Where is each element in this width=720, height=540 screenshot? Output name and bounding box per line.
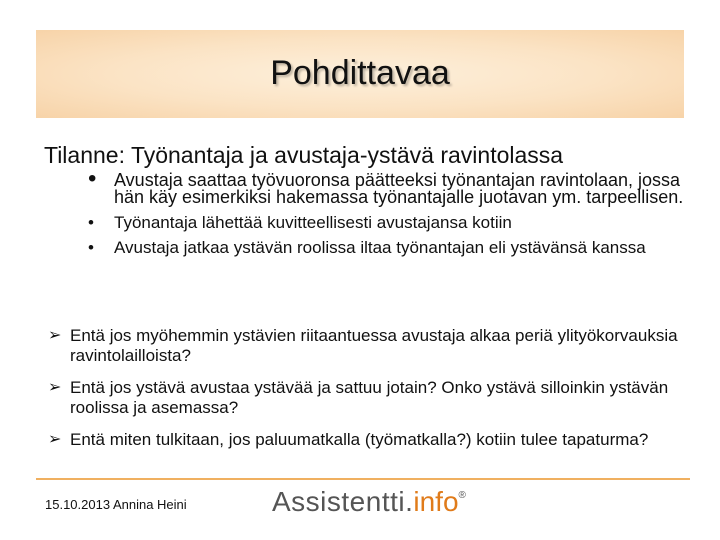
bullet-text: Avustaja saattaa työvuoronsa päätteeksi työnantajan ravintolaan, jossa hän käy esimerkiksi hakemassa työnantajalle juotavan ym. tarpeellisen.	[114, 170, 684, 207]
question-text: Entä miten tulkitaan, jos paluumatkalla (työmatkalla?) kotiin tulee tapaturma?	[70, 430, 649, 449]
title-band	[36, 30, 684, 118]
bullet-dot-icon: •	[88, 238, 94, 257]
situation-heading: Tilanne: Työnantaja ja avustaja-ystävä ravintolassa	[44, 142, 564, 168]
bullet-item	[70, 214, 700, 231]
question-item	[48, 326, 688, 366]
logo-accent-text: info	[413, 486, 459, 517]
question-text: Entä jos ystävä avustaa ystävää ja sattuu jotain? Onko ystävä silloinkin ystävän roolissa ja asemassa?	[70, 378, 669, 417]
bullet-dot-icon: •	[88, 165, 97, 192]
logo-main-text: Assistentti.	[272, 486, 414, 517]
footer-divider	[36, 478, 690, 480]
registered-mark-icon: ®	[458, 490, 466, 501]
assistentti-logo	[272, 486, 466, 518]
question-item	[48, 378, 688, 418]
bullet-text: Avustaja jatkaa ystävän roolissa iltaa työnantajan eli ystävänsä kanssa	[114, 238, 646, 257]
bullet-text: Työnantaja lähettää kuvitteellisesti avustajansa kotiin	[114, 213, 512, 232]
footer-date-author: 15.10.2013 Annina Heini	[45, 497, 187, 512]
bullet-item	[70, 239, 700, 256]
arrow-bullet-icon: ➢	[48, 431, 62, 448]
bullet-item	[70, 165, 700, 207]
arrow-bullet-icon: ➢	[48, 379, 62, 396]
question-item	[48, 430, 688, 450]
question-text: Entä jos myöhemmin ystävien riitaantuessa avustaja alkaa periä ylityökorvauksia ravintolailloista?	[70, 326, 678, 365]
question-list	[48, 326, 688, 450]
bullet-dot-icon: •	[88, 213, 94, 232]
slide-title: Pohdittavaa	[270, 54, 450, 92]
arrow-bullet-icon: ➢	[48, 327, 62, 344]
bullet-list	[70, 165, 700, 257]
